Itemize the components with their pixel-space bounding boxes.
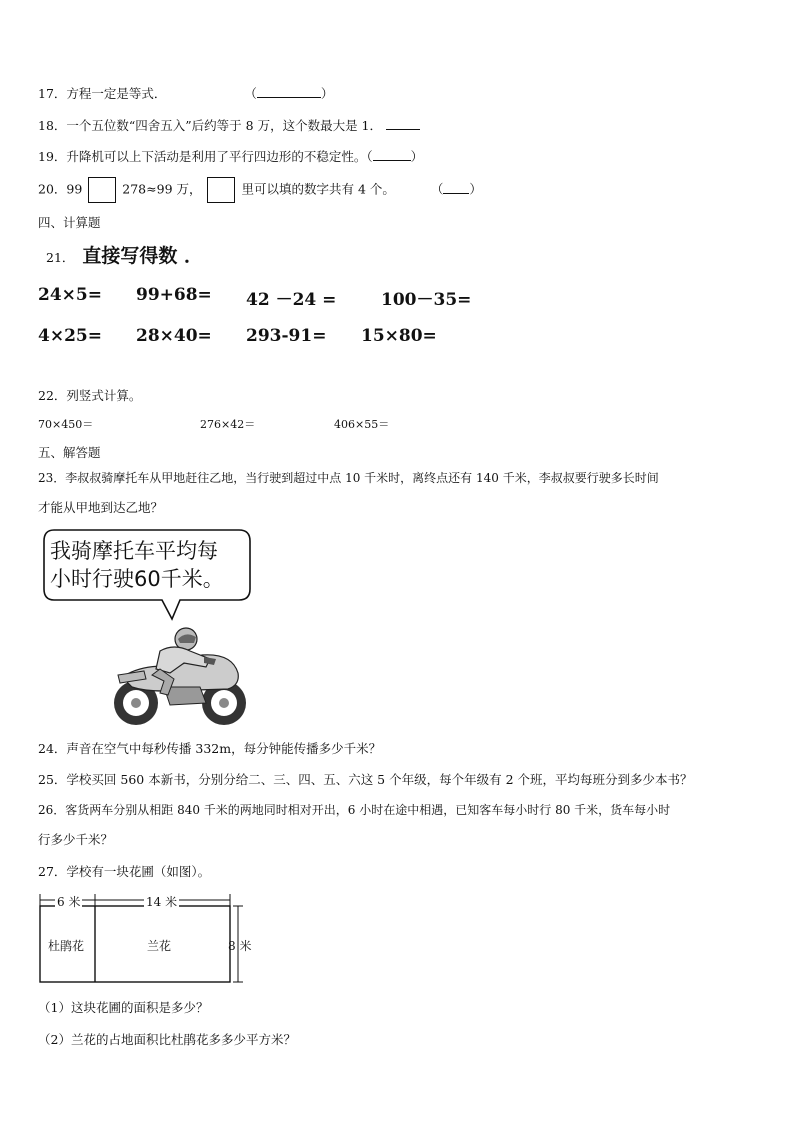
q20-digit-box-2[interactable]: [207, 177, 235, 203]
calc-item: 28×40=: [136, 326, 212, 346]
q17-answer-blank[interactable]: [257, 86, 321, 98]
diagram-label-14m: 14 米: [146, 895, 178, 909]
q26-line-2: 行多少千米？: [38, 832, 114, 847]
q20-digit-box-1[interactable]: [88, 177, 116, 203]
question-21: [46, 241, 203, 268]
vertical-calc-item: 70×450＝: [38, 418, 94, 431]
q20-part3: 里可以填的数字共有 4 个。: [241, 181, 395, 197]
calc-item: 24×5=: [38, 285, 102, 305]
q19-text: 19．升降机可以上下活动是利用了平行四边形的不稳定性。（: [38, 149, 373, 164]
calc-item: 15×80=: [361, 326, 437, 346]
question-19: [38, 147, 423, 165]
q18-answer-blank[interactable]: [386, 118, 420, 130]
calc-item: 4×25=: [38, 326, 102, 346]
section-4-title: 四、计算题: [38, 215, 101, 230]
q21-number: 21．: [46, 250, 75, 265]
vertical-calc-item: 276×42＝: [200, 418, 256, 431]
q27-sub-question-2: （2）兰花的占地面积比杜鹃花多多少平方米？: [38, 1032, 296, 1047]
question-20: [38, 177, 482, 203]
q17-close-paren: ）: [320, 86, 334, 101]
q20-open-paren: （: [430, 181, 444, 197]
calc-item: 42 －24 =: [246, 290, 337, 310]
diagram-label-6m: 6 米: [57, 895, 81, 909]
speech-bubble-text: [50, 537, 250, 593]
q23-line-1: 23．李叔叔骑摩托车从甲地赶往乙地，当行驶到超过中点 10 千米时，离终点还有 140 千米，李叔叔要行驶多长时间: [38, 471, 659, 485]
question-22: 22．列竖式计算。: [38, 388, 142, 403]
motorcycle-rider-illustration: [104, 625, 254, 727]
diagram-label-orchid: 兰花: [147, 939, 172, 953]
calc-item: 293-91=: [246, 326, 327, 346]
calc-item: 99+68=: [136, 285, 212, 305]
question-17: [38, 84, 333, 102]
q17-text: 17．方程一定是等式．: [38, 86, 167, 101]
q18-text: 18．一个五位数“四舍五入”后约等于 8 万，这个数最大是 1．: [38, 118, 383, 133]
question-18: [38, 116, 420, 134]
question-24: 24．声音在空气中每秒传播 332m，每分钟能传播多少千米？: [38, 741, 382, 756]
q19-answer-blank[interactable]: [373, 149, 411, 161]
q26-line-1: 26．客货两车分别从相距 840 千米的两地同时相对开出，6 小时在途中相遇，已知客车每小时行 80 千米，货车每小时: [38, 803, 671, 817]
question-27: 27．学校有一块花圃（如图）。: [38, 864, 211, 879]
q20-answer-blank[interactable]: [443, 182, 469, 194]
q23-line-2: 才能从甲地到达乙地？: [38, 500, 164, 515]
vertical-calc-item: 406×55＝: [334, 418, 390, 431]
bubble-line-2: 小时行驶60千米。: [50, 567, 224, 591]
calc-item: 100－35=: [381, 290, 472, 310]
q20-part1: 20．99: [38, 181, 83, 197]
q21-title: 直接写得数 ．: [82, 245, 204, 267]
q19-close-paren: ）: [410, 149, 424, 164]
q20-close-paren: ）: [469, 181, 482, 197]
q20-part2: 278≈99 万，: [122, 181, 202, 197]
diagram-label-8m: 8 米: [228, 939, 252, 953]
bubble-line-1: 我骑摩托车平均每: [50, 539, 218, 563]
q17-open-paren: （: [244, 86, 257, 101]
question-25: 25．学校买回 560 本新书，分别分给二、三、四、五、六这 5 个年级，每个年级有 2 个班，平均每班分到多少本书？: [38, 772, 693, 787]
diagram-label-azalea: 杜鹃花: [48, 939, 85, 953]
section-5-title: 五、解答题: [38, 445, 101, 460]
q27-sub-question-1: （1）这块花圃的面积是多少？: [38, 1000, 209, 1015]
